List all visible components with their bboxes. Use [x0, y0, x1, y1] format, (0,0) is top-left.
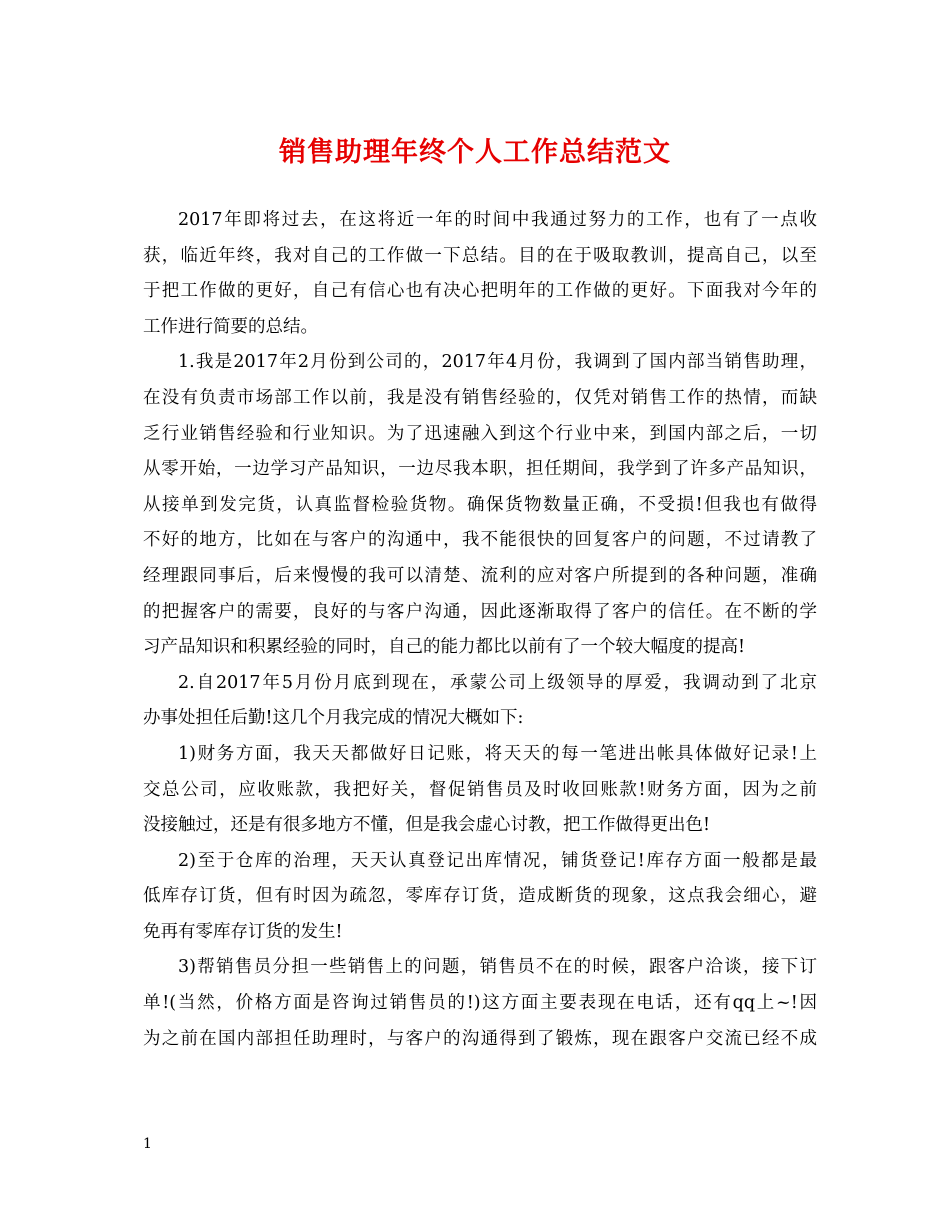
body-line: 2017年即将过去，在这将近一年的时间中我通过努力的工作，也有了一点收	[178, 210, 817, 230]
body-line: 办事处担任后勤!这几个月我完成的情况大概如下:	[143, 708, 524, 729]
body-line: 不好的地方，比如在与客户的沟通中，我不能很快的回复客户的问题，不过请教了	[143, 530, 817, 551]
body-line: 在没有负责市场部工作以前，我是没有销售经验的，仅凭对销售工作的热情，而缺	[143, 387, 817, 408]
body-line: 从零开始，一边学习产品知识，一边尽我本职，担任期间，我学到了许多产品知识，	[143, 459, 817, 480]
body-line: 1)财务方面，我天天都做好日记账，将天天的每一笔进出帐具体做好记录!上	[178, 743, 817, 764]
body-line: 2.自2017年5月份月底到现在，承蒙公司上级领导的厚爱，我调动到了北京	[178, 672, 817, 693]
document-title: 销售助理年终个人工作总结范文	[279, 137, 671, 168]
page-number: 1	[143, 1136, 152, 1152]
body-line: 乏行业销售经验和行业知识。为了迅速融入到这个行业中来，到国内部之后，一切	[143, 423, 817, 444]
body-line: 经理跟同事后，后来慢慢的我可以清楚、流利的应对客户所提到的各种问题，准确	[143, 565, 817, 586]
body-line: 为之前在国内部担任助理时，与客户的沟通得到了锻炼，现在跟客户交流已经不成	[143, 1028, 817, 1049]
body-line: 交总公司，应收账款，我把好关，督促销售员及时收回账款!财务方面，因为之前	[143, 779, 817, 800]
body-line: 习产品知识和积累经验的同时，自己的能力都比以前有了一个较大幅度的提高!	[143, 637, 746, 658]
body-line: 获，临近年终，我对自己的工作做一下总结。目的在于吸取教训，提高自己，以至	[143, 245, 817, 266]
body-line: 于把工作做的更好，自己有信心也有决心把明年的工作做的更好。下面我对今年的	[143, 281, 817, 302]
body-line: 低库存订货，但有时因为疏忽，零库存订货，造成断货的现象，这点我会细心，避	[143, 886, 817, 907]
body-line: 1.我是2017年2月份到公司的，2017年4月份，我调到了国内部当销售助理，	[178, 352, 817, 373]
body-line: 单!(当然，价格方面是咨询过销售员的!)这方面主要表现在电话，还有qq上~!因	[143, 993, 817, 1014]
body-line: 从接单到发完货，认真监督检验货物。确保货物数量正确，不受损!但我也有做得	[143, 494, 817, 515]
document-body	[143, 203, 817, 1057]
body-line: 免再有零库存订货的发生!	[143, 921, 343, 942]
body-line: 没接触过，还是有很多地方不懂，但是我会虚心讨教，把工作做得更出色!	[143, 815, 711, 836]
body-line: 的把握客户的需要，良好的与客户沟通，因此逐渐取得了客户的信任。在不断的学	[143, 601, 817, 622]
body-line: 工作进行简要的总结。	[143, 316, 318, 337]
body-line: 2)至于仓库的治理，天天认真登记出库情况，铺货登记!库存方面一般都是最	[178, 850, 817, 871]
body-line: 3)帮销售员分担一些销售上的问题，销售员不在的时候，跟客户洽谈，接下订	[178, 957, 817, 978]
